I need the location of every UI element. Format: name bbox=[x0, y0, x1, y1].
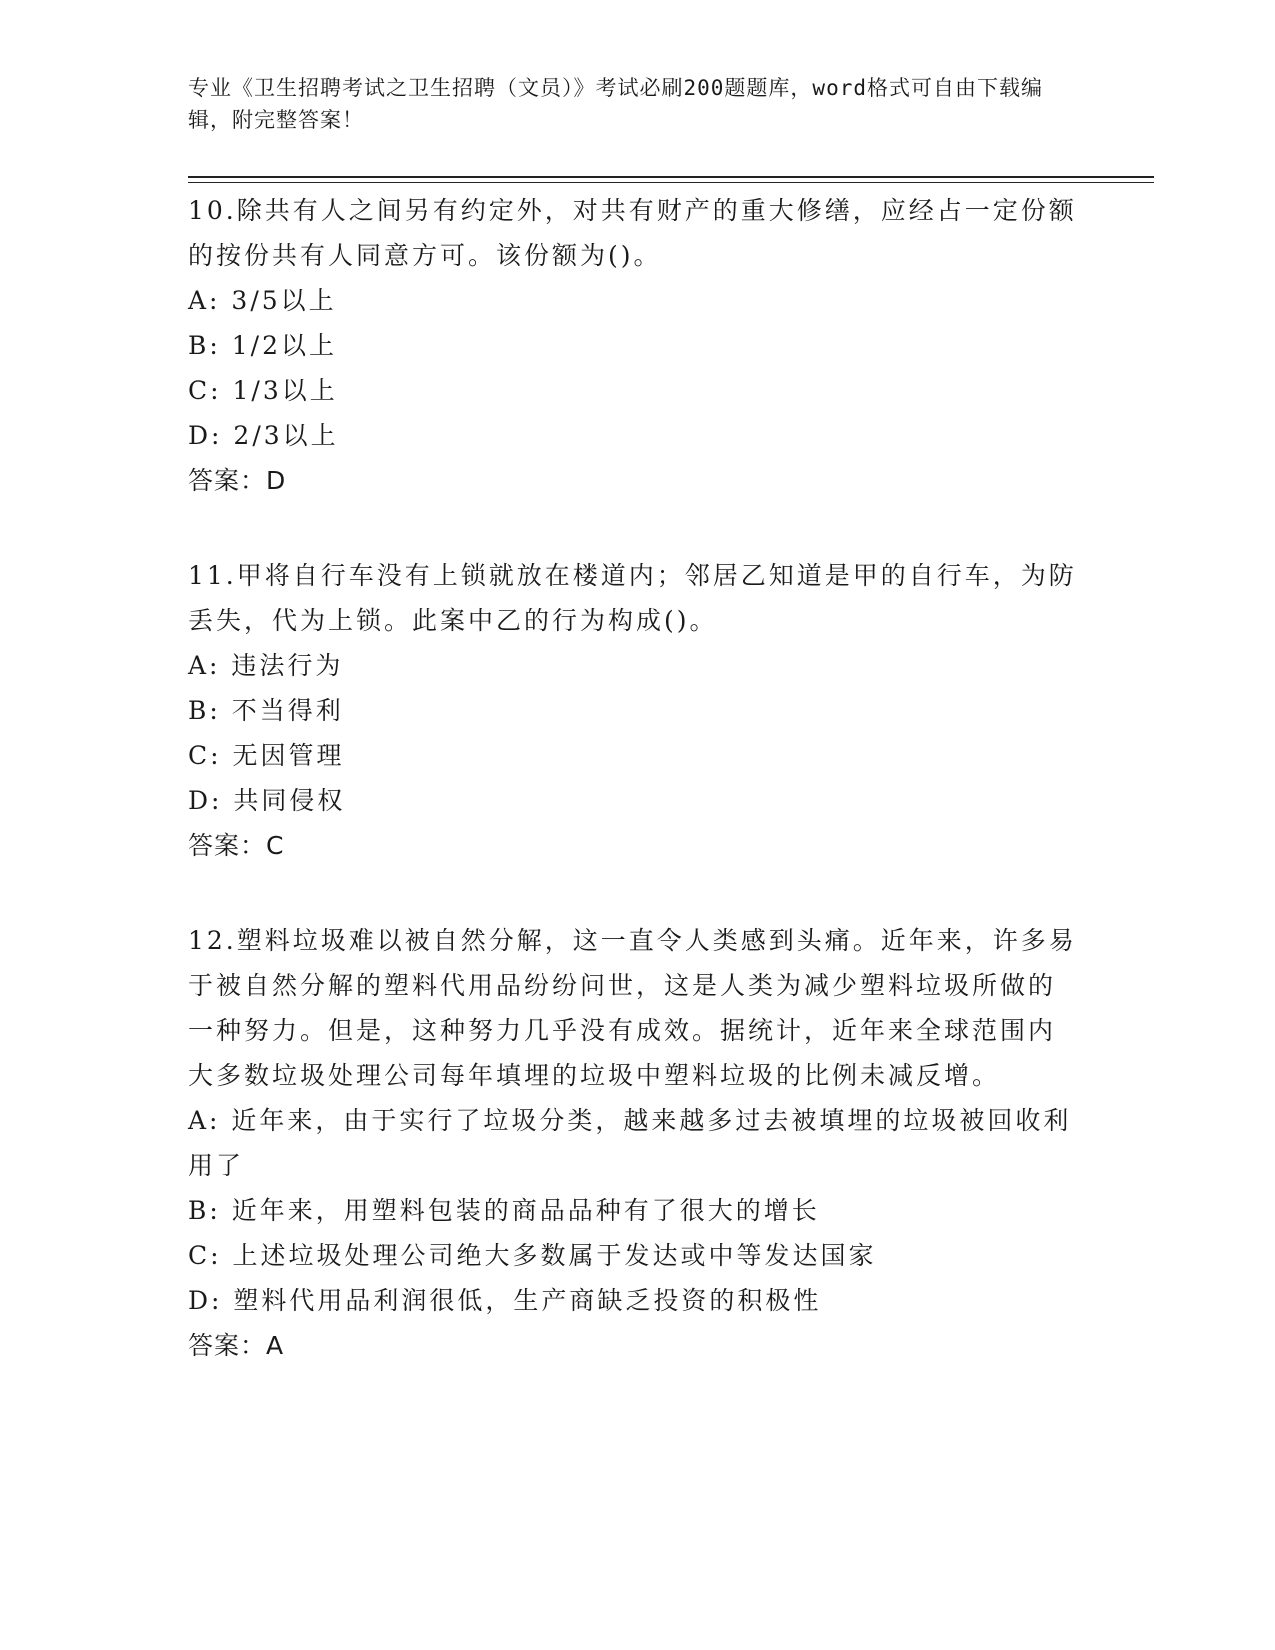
option-b: B: 不当得利 bbox=[188, 696, 344, 725]
option-b: B: 近年来，用塑料包装的商品品种有了很大的增长 bbox=[188, 1196, 820, 1225]
question-12 bbox=[188, 918, 1078, 1368]
option-c: C: 上述垃圾处理公司绝大多数属于发达或中等发达国家 bbox=[188, 1241, 877, 1270]
question-11 bbox=[188, 553, 1078, 868]
option-a: A: 3/5以上 bbox=[188, 286, 337, 315]
document-header: 专业《卫生招聘考试之卫生招聘（文员）》考试必刷200题题库，word格式可自由下载编辑，附完整答案！ bbox=[188, 76, 1043, 132]
option-d: D: 共同侵权 bbox=[188, 786, 346, 815]
question-stem: 12.塑料垃圾难以被自然分解，这一直令人类感到头痛。近年来，许多易于被自然分解的塑料代用品纷纷问世，这是人类为减少塑料垃圾所做的一种努力。但是，这种努力几乎没有成效。据统计，近年来全球范围内大多数垃圾处理公司每年填埋的垃圾中塑料垃圾的比例未减反增。 bbox=[188, 926, 1077, 1090]
question-stem: 11.甲将自行车没有上锁就放在楼道内；邻居乙知道是甲的自行车，为防丢失，代为上锁。此案中乙的行为构成()。 bbox=[188, 561, 1077, 635]
answer: 答案：D bbox=[188, 466, 287, 495]
answer: 答案：A bbox=[188, 1331, 285, 1360]
question-stem: 10.除共有人之间另有约定外，对共有财产的重大修缮，应经占一定份额的按份共有人同意方可。该份额为()。 bbox=[188, 196, 1077, 270]
option-a: A: 近年来，由于实行了垃圾分类，越来越多过去被填埋的垃圾被回收利用了 bbox=[188, 1106, 1072, 1180]
option-d: D: 塑料代用品利润很低，生产商缺乏投资的积极性 bbox=[188, 1286, 822, 1315]
question-10 bbox=[188, 188, 1078, 503]
option-b: B: 1/2以上 bbox=[188, 331, 337, 360]
option-c: C: 无因管理 bbox=[188, 741, 345, 770]
option-a: A: 违法行为 bbox=[188, 651, 344, 680]
option-c: C: 1/3以上 bbox=[188, 376, 338, 405]
answer: 答案：C bbox=[188, 831, 285, 860]
option-d: D: 2/3以上 bbox=[188, 421, 339, 450]
header-divider-thick bbox=[188, 176, 1154, 178]
header-divider-thin bbox=[188, 182, 1154, 183]
